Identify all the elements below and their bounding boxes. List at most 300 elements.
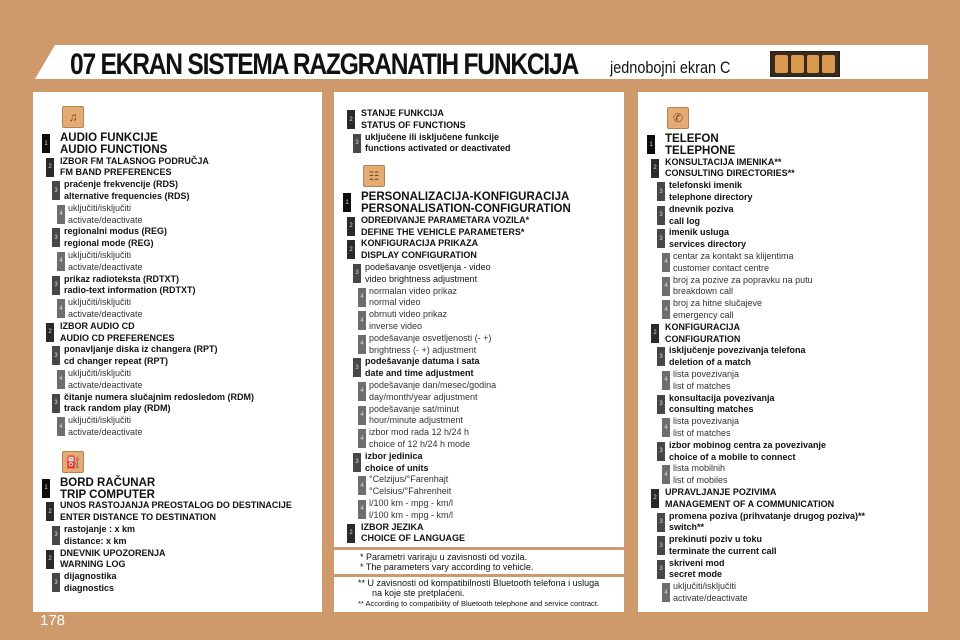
panel-middle	[334, 92, 624, 612]
level-badge: 4	[358, 500, 366, 519]
label-english: TRIP COMPUTER	[60, 488, 155, 501]
level-badge: 2	[347, 240, 355, 259]
label-local: regionalni modus (REG)	[64, 226, 168, 237]
level-badge: 4	[57, 205, 65, 224]
menu-item-text	[64, 226, 167, 250]
menu-item-level-4	[334, 498, 624, 522]
label-local: konsultacija povezivanja	[669, 392, 775, 403]
menu-item-level-4	[334, 333, 624, 357]
label-english: emergency call	[673, 309, 734, 320]
audio-icon: ♫	[62, 106, 84, 128]
menu-item-text	[673, 251, 794, 275]
label-local: podešavanje sat/minut	[369, 403, 460, 414]
menu-item-level-4	[33, 250, 322, 274]
label-local: ODREĐIVANJE PARAMETARA VOZILA*	[361, 214, 530, 225]
level-badge: 4	[358, 335, 366, 354]
label-local: centar za kontakt sa klijentima	[673, 250, 794, 261]
label-english: l/100 km - mpg - km/l	[369, 509, 454, 520]
label-english: consulting matches	[669, 404, 754, 415]
menu-item-text	[669, 534, 777, 558]
menu-item-level-2	[638, 322, 928, 346]
level-badge: 2	[347, 217, 355, 236]
menu-item-text	[669, 440, 826, 464]
label-english: activate/deactivate	[68, 308, 143, 319]
label-english: normal video	[369, 297, 421, 308]
label-local: uključiti/isključiti	[68, 367, 132, 378]
level-badge: 4	[358, 429, 366, 448]
menu-item-level-3	[638, 393, 928, 417]
label-local: dijagnostika	[64, 571, 117, 582]
label-english: DEFINE THE VEHICLE PARAMETERS*	[361, 226, 525, 237]
menu-item-level-3	[334, 356, 624, 380]
label-local: broj za pozive za popravku na putu	[673, 274, 813, 285]
menu-item-level-1	[334, 191, 624, 215]
level-badge: 4	[662, 371, 670, 390]
level-badge: 4	[662, 253, 670, 272]
label-english: distance: x km	[64, 535, 127, 546]
label-english: FM BAND PREFERENCES	[60, 167, 172, 178]
label-local: broj za hitne slučajeve	[673, 298, 763, 309]
label-local: ponavljanje diska iz changera (RPT)	[64, 344, 218, 355]
level-badge: 3	[657, 560, 665, 579]
menu-item-level-3	[638, 227, 928, 251]
label-local: UNOS RASTOJANJA PREOSTALOG DO DESTINACIJE	[60, 500, 292, 511]
label-english: breakdown call	[673, 286, 734, 297]
label-local: STANJE FUNKCIJA	[361, 108, 444, 118]
label-english: deletion of a match	[669, 357, 752, 368]
menu-item-level-4	[334, 404, 624, 428]
label-english: AUDIO FUNCTIONS	[60, 144, 168, 156]
label-english: list of mobiles	[673, 475, 728, 486]
menu-item-text	[365, 451, 429, 475]
level-badge: 3	[353, 453, 361, 472]
menu-tree	[638, 107, 928, 605]
label-local: izbor jedinica	[365, 450, 423, 461]
label-english: telephone directory	[669, 191, 753, 202]
label-english: activate/deactivate	[68, 426, 143, 437]
menu-item-text	[64, 274, 196, 298]
label-local: uključiti/isključiti	[68, 202, 132, 213]
section-icon-wrap	[334, 165, 624, 189]
label-english: choice of units	[365, 462, 429, 473]
label-local: uključiti/isključiti	[68, 415, 132, 426]
label-english: activate/deactivate	[68, 261, 143, 272]
menu-item-level-4	[334, 474, 624, 498]
menu-item-level-3	[638, 180, 928, 204]
level-badge: 4	[662, 300, 670, 319]
telephone-icon: ✆	[667, 107, 689, 129]
menu-item-text	[60, 548, 166, 572]
label-local: uključiti/isključiti	[673, 581, 737, 592]
label-english: customer contact centre	[673, 262, 770, 273]
level-badge: 3	[52, 181, 60, 200]
menu-item-text	[361, 191, 571, 215]
level-badge: 3	[353, 264, 361, 283]
menu-item-text	[361, 522, 465, 546]
label-local: dnevnik poziva	[669, 203, 734, 214]
level-badge: 4	[662, 583, 670, 602]
level-badge: 2	[651, 324, 659, 343]
level-badge: 2	[46, 502, 54, 521]
label-english: radio-text information (RDTXT)	[64, 285, 196, 296]
divider	[334, 547, 624, 550]
menu-item-level-2	[33, 548, 322, 572]
level-badge: 2	[347, 110, 355, 129]
level-badge: 4	[57, 252, 65, 271]
menu-item-level-4	[33, 368, 322, 392]
label-local: lista povezivanja	[673, 368, 740, 379]
level-badge: 1	[647, 135, 655, 154]
menu-item-text	[369, 309, 447, 333]
label-local: skriveni mod	[669, 557, 725, 568]
menu-item-text	[669, 180, 753, 204]
menu-item-level-2	[334, 238, 624, 262]
label-english: services directory	[669, 239, 747, 250]
level-badge: 3	[657, 536, 665, 555]
menu-item-text	[60, 132, 167, 156]
label-english: day/month/year adjustment	[369, 391, 478, 402]
menu-item-level-3	[33, 344, 322, 368]
menu-item-level-3	[638, 440, 928, 464]
menu-item-level-4	[334, 286, 624, 310]
level-badge: 4	[57, 370, 65, 389]
level-badge: 3	[52, 228, 60, 247]
level-badge: 3	[52, 276, 60, 295]
label-english: brightness (- +) adjustment	[369, 344, 477, 355]
label-english: date and time adjustment	[365, 368, 474, 379]
label-local: rastojanje : x km	[64, 523, 136, 534]
label-local: KONFIGURACIJA	[665, 321, 741, 332]
menu-item-level-2	[33, 156, 322, 180]
label-local: izbor mobinog centra za povezivanje	[669, 439, 827, 450]
label-local: izbor mod rada 12 h/24 h	[369, 427, 470, 438]
level-badge: 3	[52, 346, 60, 365]
panel-right	[638, 92, 928, 612]
menu-item-text	[361, 215, 529, 239]
label-local: promena poziva (prihvatanje drugog poziva)**	[669, 510, 866, 521]
label-english: terminate the current call	[669, 545, 777, 556]
label-local: °Celzijus/°Farenhajt	[369, 474, 449, 485]
menu-item-text	[369, 474, 451, 498]
footnote: * Parametri variraju u zavisnosti od vozila.	[360, 552, 528, 562]
menu-item-text	[68, 203, 143, 227]
menu-item-text	[361, 238, 478, 262]
level-badge: 2	[651, 159, 659, 178]
menu-item-level-3	[33, 274, 322, 298]
level-badge: 3	[353, 358, 361, 377]
level-badge: 4	[358, 382, 366, 401]
menu-item-level-3	[334, 451, 624, 475]
configuration-icon: ☷	[363, 165, 385, 187]
footnote: ** U zavisnosti od kompatibilnosti Bluetooth telefona i usluga	[358, 578, 600, 588]
screen-icons-strip	[770, 51, 840, 77]
menu-item-text	[64, 344, 218, 368]
label-local: IZBOR AUDIO CD	[60, 320, 135, 331]
menu-item-level-3	[33, 179, 322, 203]
level-badge: 4	[57, 299, 65, 318]
menu-item-text	[673, 463, 728, 487]
label-local: PERSONALIZACIJA-KONFIGURACIJA	[361, 191, 570, 204]
label-english: CONFIGURATION	[665, 333, 741, 344]
menu-item-text	[669, 558, 725, 582]
menu-item-level-3	[33, 226, 322, 250]
menu-item-text	[669, 204, 734, 228]
label-english: STATUS OF FUNCTIONS	[361, 119, 466, 130]
label-english: choice of a mobile to connect	[669, 451, 796, 462]
label-local: BORD RAČUNAR	[60, 476, 156, 489]
menu-item-level-3	[334, 132, 624, 156]
label-local: podešavanje osvetljenja - video	[365, 261, 491, 272]
menu-item-level-2	[638, 157, 928, 181]
menu-item-text	[369, 380, 496, 404]
label-local: telefonski imenik	[669, 180, 743, 191]
label-local: uključiti/isključiti	[68, 297, 132, 308]
menu-item-text	[60, 500, 292, 524]
menu-tree	[33, 106, 322, 595]
menu-item-level-3	[33, 571, 322, 595]
menu-item-text	[669, 511, 865, 535]
level-badge: 4	[358, 476, 366, 495]
label-english: choice of 12 h/24 h mode	[369, 438, 471, 449]
level-badge: 3	[657, 229, 665, 248]
level-badge: 4	[57, 417, 65, 436]
menu-item-level-3	[33, 392, 322, 416]
menu-item-text	[68, 297, 143, 321]
level-badge: 3	[657, 206, 665, 225]
menu-item-level-3	[638, 345, 928, 369]
menu-item-text	[669, 345, 806, 369]
menu-item-text	[665, 322, 740, 346]
menu-item-text	[673, 369, 739, 393]
label-english: secret mode	[669, 569, 723, 580]
menu-item-level-4	[638, 416, 928, 440]
menu-item-level-2	[334, 108, 624, 132]
label-local: KONSULTACIJA IMENIKA**	[665, 156, 782, 167]
level-badge: 3	[353, 134, 361, 153]
level-badge: 2	[46, 323, 54, 342]
label-local: l/100 km - mpg - km/l	[369, 497, 454, 508]
menu-item-text	[68, 368, 143, 392]
menu-item-text	[64, 392, 254, 416]
menu-item-level-2	[638, 487, 928, 511]
menu-item-level-4	[334, 380, 624, 404]
menu-item-level-2	[334, 215, 624, 239]
label-english: hour/minute adjustment	[369, 415, 464, 426]
label-english: switch**	[669, 522, 705, 533]
menu-item-text	[60, 156, 209, 180]
level-badge: 1	[343, 193, 351, 212]
menu-item-text	[369, 427, 470, 451]
label-english: diagnostics	[64, 582, 115, 593]
label-english: TELEPHONE	[665, 145, 736, 157]
label-english: track random play (RDM)	[64, 403, 171, 414]
level-badge: 2	[651, 489, 659, 508]
page-subtitle: jednobojni ekran C	[610, 58, 731, 77]
label-local: IZBOR JEZIKA	[361, 521, 424, 532]
label-english: activate/deactivate	[68, 214, 143, 225]
level-badge: 1	[42, 134, 50, 153]
menu-item-text	[365, 132, 511, 156]
menu-item-text	[68, 415, 143, 439]
label-local: prikaz radioteksta (RDTXT)	[64, 273, 180, 284]
menu-item-level-4	[638, 463, 928, 487]
menu-item-level-4	[638, 298, 928, 322]
menu-item-level-4	[33, 203, 322, 227]
menu-item-text	[361, 108, 466, 132]
menu-item-level-1	[33, 132, 322, 156]
label-english: WARNING LOG	[60, 559, 126, 570]
trip-computer-icon: ⛽	[62, 451, 84, 473]
label-english: regional mode (REG)	[64, 238, 154, 249]
menu-item-text	[369, 286, 457, 310]
section-icon-wrap	[33, 106, 322, 130]
label-local: podešavanje datuma i sata	[365, 356, 480, 367]
label-english: °Celsius/°Fahrenheit	[369, 486, 452, 497]
label-english: CONSULTING DIRECTORIES**	[665, 168, 795, 179]
label-local: čitanje numera slučajnim redosledom (RDM)	[64, 391, 255, 402]
label-local: podešavanje osvetljenosti (- +)	[369, 332, 492, 343]
page-number: 178	[40, 612, 66, 629]
label-english: activate/deactivate	[68, 379, 143, 390]
label-local: lista povezivanja	[673, 416, 740, 427]
footnote: na koje ste pretplaćeni.	[372, 588, 465, 598]
label-local: obrnuti video prikaz	[369, 309, 448, 320]
menu-item-text	[673, 298, 762, 322]
level-badge: 4	[662, 418, 670, 437]
label-english: list of matches	[673, 427, 731, 438]
label-local: UPRAVLJANJE POZIVIMA	[665, 486, 777, 497]
label-local: KONFIGURACIJA PRIKAZA	[361, 238, 479, 249]
level-badge: 3	[657, 347, 665, 366]
menu-item-text	[64, 524, 135, 548]
menu-item-text	[669, 393, 775, 417]
label-local: AUDIO FUNKCIJE	[60, 132, 158, 144]
page-title: 07 EKRAN SISTEMA RAZGRANATIH FUNKCIJA	[70, 48, 579, 81]
label-local: DNEVNIK UPOZORENJA	[60, 547, 166, 558]
level-badge: 4	[662, 277, 670, 296]
section-icon-wrap	[33, 451, 322, 475]
menu-item-level-2	[334, 522, 624, 546]
label-english: PERSONALISATION-CONFIGURATION	[361, 203, 571, 216]
menu-item-level-4	[638, 275, 928, 299]
menu-item-level-1	[638, 133, 928, 157]
level-badge: 4	[662, 465, 670, 484]
menu-item-text	[369, 498, 453, 522]
level-badge: 3	[657, 395, 665, 414]
menu-item-text	[68, 250, 143, 274]
menu-item-text	[365, 262, 491, 286]
label-english: functions activated or deactivated	[365, 143, 511, 154]
menu-item-level-3	[638, 558, 928, 582]
label-local: TELEFON	[665, 133, 719, 145]
level-badge: 3	[52, 394, 60, 413]
label-english: AUDIO CD PREFERENCES	[60, 332, 175, 343]
label-english: alternative frequencies (RDS)	[64, 190, 190, 201]
menu-item-text	[665, 157, 795, 181]
level-badge: 3	[52, 573, 60, 592]
label-english: list of matches	[673, 380, 731, 391]
menu-item-text	[673, 581, 748, 605]
level-badge: 2	[347, 524, 355, 543]
menu-item-level-4	[638, 581, 928, 605]
label-local: imenik usluga	[669, 227, 730, 238]
menu-item-text	[60, 477, 155, 501]
menu-item-level-4	[638, 251, 928, 275]
menu-item-level-4	[33, 297, 322, 321]
menu-item-level-3	[638, 511, 928, 535]
menu-item-text	[665, 487, 834, 511]
label-english: ENTER DISTANCE TO DESTINATION	[60, 512, 217, 523]
menu-item-level-3	[638, 204, 928, 228]
level-badge: 4	[358, 288, 366, 307]
label-local: isključenje povezivanja telefona	[669, 345, 806, 356]
label-english: MANAGEMENT OF A COMMUNICATION	[665, 498, 835, 509]
divider	[334, 574, 624, 577]
label-local: normalan video prikaz	[369, 285, 458, 296]
label-local: podešavanje dan/mesec/godina	[369, 379, 497, 390]
menu-item-text	[673, 416, 739, 440]
level-badge: 3	[52, 526, 60, 545]
label-local: IZBOR FM TALASNOG PODRUČJA	[60, 155, 209, 166]
menu-item-level-3	[33, 524, 322, 548]
menu-item-text	[64, 571, 117, 595]
menu-item-text	[669, 227, 746, 251]
label-local: prekinuti poziv u toku	[669, 534, 763, 545]
menu-item-level-3	[334, 262, 624, 286]
label-english: CHOICE OF LANGUAGE	[361, 533, 466, 544]
label-local: praćenje frekvencije (RDS)	[64, 179, 179, 190]
menu-item-level-4	[334, 309, 624, 333]
label-local: lista mobilnih	[673, 463, 726, 474]
menu-item-text	[365, 356, 480, 380]
label-english: cd changer repeat (RPT)	[64, 356, 169, 367]
level-badge: 3	[657, 182, 665, 201]
menu-item-text	[673, 275, 813, 299]
label-english: activate/deactivate	[673, 593, 748, 604]
menu-item-level-4	[334, 427, 624, 451]
menu-item-level-4	[33, 415, 322, 439]
label-english: video brightness adjustment	[365, 273, 478, 284]
menu-item-level-2	[33, 500, 322, 524]
level-badge: 2	[46, 550, 54, 569]
menu-item-level-4	[638, 369, 928, 393]
menu-item-text	[60, 321, 175, 345]
menu-tree	[334, 108, 624, 545]
menu-item-text	[369, 333, 491, 357]
level-badge: 3	[657, 442, 665, 461]
level-badge: 3	[657, 513, 665, 532]
panel-left	[33, 92, 322, 612]
level-badge: 1	[42, 479, 50, 498]
menu-item-text	[64, 179, 190, 203]
footnote: ** According to compatibility of Bluetooth telephone and service contract.	[358, 599, 599, 608]
footnote: * The parameters vary according to vehicle.	[360, 562, 534, 572]
menu-item-text	[665, 133, 735, 157]
label-english: DISPLAY CONFIGURATION	[361, 250, 477, 261]
menu-item-level-2	[33, 321, 322, 345]
label-english: call log	[669, 215, 701, 226]
label-local: uključene ili isključene funkcije	[365, 131, 500, 142]
menu-item-text	[369, 404, 463, 428]
menu-item-level-1	[33, 477, 322, 501]
label-local: uključiti/isključiti	[68, 249, 132, 260]
level-badge: 4	[358, 406, 366, 425]
level-badge: 4	[358, 311, 366, 330]
menu-item-level-3	[638, 534, 928, 558]
section-icon-wrap	[638, 107, 928, 131]
label-english: inverse video	[369, 320, 423, 331]
level-badge: 2	[46, 158, 54, 177]
